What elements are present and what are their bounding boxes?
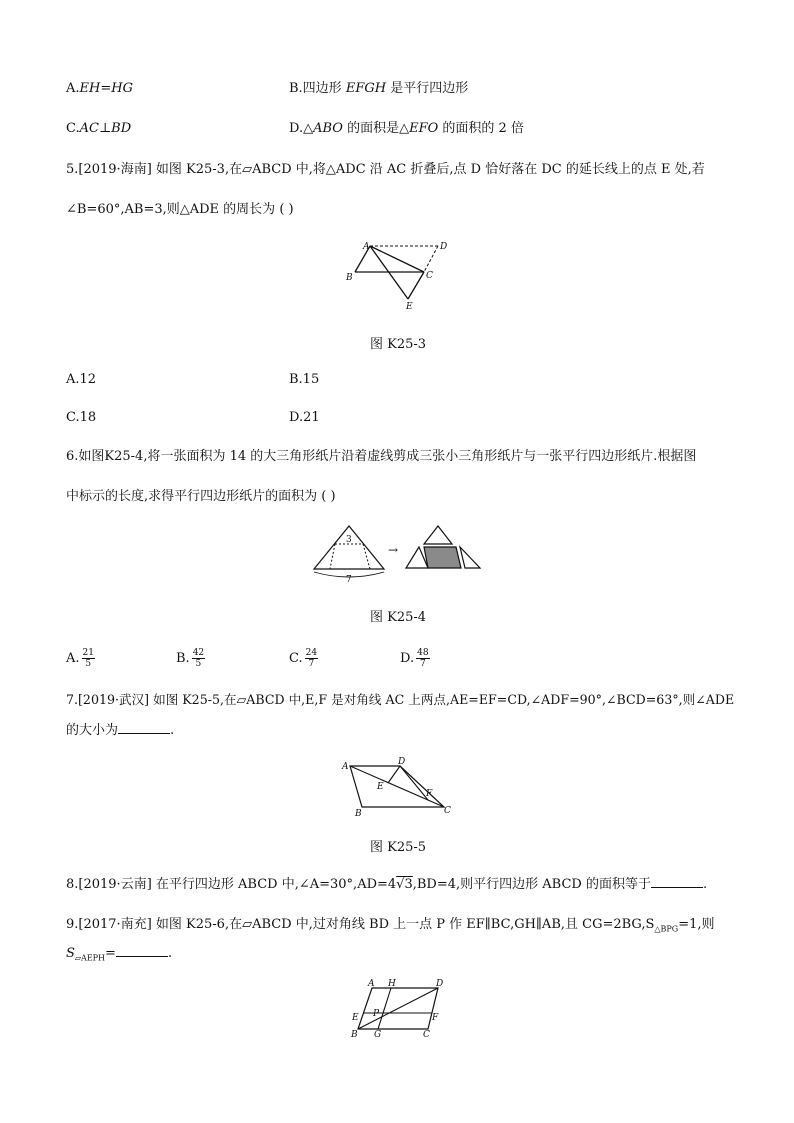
q7-diagonal-ac — [350, 766, 444, 807]
q5-option-c: C.18 — [66, 410, 97, 425]
q5-label-b: B — [346, 273, 353, 283]
q6-option-b-fraction: $\frac{42}{5}$ — [192, 648, 205, 669]
q7-label-f: F — [426, 789, 433, 799]
q7-segment-de — [388, 766, 400, 783]
q7-answer-blank[interactable] — [118, 721, 170, 734]
q5-option-b: B.15 — [289, 372, 320, 387]
q6-piece-right-triangle — [460, 547, 480, 568]
q9-stem-line1: 9.[2017·南充] 如图 K25-6,在▱ABCD 中,过对角线 BD 上一点 P 作 EF∥BC,GH∥AB,且 $CG=2BG,S_{\triangle BPG}=1$,则 — [66, 917, 715, 934]
q7-label-e: E — [377, 782, 384, 792]
q6-option-c: C. $\frac{24}{7}$ — [289, 648, 318, 669]
q7-figure — [340, 756, 460, 819]
q5-figure — [340, 236, 460, 316]
q5-label-a: A — [363, 242, 370, 252]
q5-edge-ce — [408, 272, 424, 299]
q7-label-c: C — [444, 806, 451, 816]
q4-option-d: D.△ABO 的面积是△EFO 的面积的 2 倍 — [289, 121, 524, 136]
q6-arrow: → — [388, 543, 399, 557]
q7-stem-line1: 7.[2019·武汉] 如图 K25-5,在▱ABCD 中,E,F 是对角线 AC 上两点,AE=EF=CD,∠ADF=90°,∠BCD=63°,则∠ADE — [66, 692, 735, 707]
q6-stem-line1: 6.如图K25-4,将一张面积为 14 的大三角形纸片沿着虚线剪成三张小三角形纸片与一张平行四边形纸片.根据图 — [66, 449, 697, 464]
q7-stem-line2: 的大小为 . — [66, 723, 175, 738]
q4-option-b: B.四边形 EFGH 是平行四边形 — [289, 81, 469, 96]
q6-option-d: D. $\frac{48}{7}$ — [400, 648, 429, 669]
q6-label-top-length: 3 — [346, 535, 352, 545]
q9-label-f: F — [432, 1013, 439, 1023]
q8-stem: 8.[2019·云南] 在平行四边形 ABCD 中,∠A=30°,AD=4√3,BD=4,则平行四边形 ABCD 的面积等于 . — [66, 877, 708, 892]
q4-option-c: C.AC⊥BD — [66, 121, 132, 136]
q5-edge-ac — [370, 246, 424, 272]
q9-subscript-bpg: △BPG — [654, 924, 679, 934]
q9-label-e: E — [352, 1013, 359, 1023]
q5-stem-line1: 5.[2019·海南] 如图 K25-3,在▱ABCD 中,将△ADC 沿 AC 折叠后,点 D 恰好落在 DC 的延长线上的点 E 处,若 — [66, 162, 705, 177]
q4-option-a: A.EH=HG — [66, 81, 133, 96]
q9-label-p: P — [373, 1009, 380, 1019]
q5-stem-line2: ∠B=60°,AB=3,则△ADE 的周长为 ( ) — [66, 202, 294, 217]
q9-label-c: C — [423, 1030, 430, 1040]
q6-piece-top-triangle — [424, 526, 452, 544]
q7-label-d: D — [398, 757, 406, 767]
q6-figure — [310, 522, 485, 584]
q5-option-d: D.21 — [289, 410, 320, 425]
q9-subscript-aeph: ▱AEPH — [74, 953, 106, 963]
q8-answer-blank[interactable] — [651, 875, 703, 888]
q9-label-g: G — [374, 1030, 382, 1040]
q6-figure-caption: 图 K25-4 — [370, 610, 427, 625]
q6-option-c-fraction: $\frac{24}{7}$ — [305, 648, 318, 669]
q5-option-a: A.12 — [66, 372, 97, 387]
q5-label-e: E — [406, 302, 413, 312]
q6-label-bottom-length: 7 — [346, 575, 352, 585]
q7-label-b: B — [355, 809, 362, 819]
q9-label-d: D — [436, 979, 444, 989]
q7-figure-caption: 图 K25-5 — [370, 840, 427, 855]
q6-option-b: B. $\frac{42}{5}$ — [176, 648, 205, 669]
q7-segment-df — [400, 766, 428, 800]
q6-big-triangle — [314, 526, 384, 569]
q6-piece-parallelogram — [424, 547, 461, 568]
q9-label-a: A — [368, 979, 375, 989]
q9-label-h: H — [388, 979, 396, 989]
q5-edge-dc-dashed — [424, 246, 438, 272]
q9-figure — [348, 978, 448, 1040]
q9-segment-gh — [378, 988, 391, 1029]
q6-option-d-fraction: $\frac{48}{7}$ — [417, 648, 429, 669]
q6-option-a: A. $\frac{21}{5}$ — [66, 648, 94, 669]
q8-sqrt-three: √3 — [396, 877, 413, 892]
q9-stem-line2: $S_{▱AEPH}=$ . — [66, 946, 173, 963]
q9-label-b: B — [351, 1030, 358, 1040]
q5-label-c: C — [426, 271, 433, 281]
q6-option-a-fraction: $\frac{21}{5}$ — [82, 648, 94, 669]
q9-answer-blank[interactable] — [116, 944, 168, 957]
q6-stem-line2: 中标示的长度,求得平行四边形纸片的面积为 ( ) — [66, 489, 336, 504]
q5-figure-caption: 图 K25-3 — [370, 337, 427, 352]
q5-label-d: D — [440, 242, 448, 252]
q7-label-a: A — [342, 762, 349, 772]
